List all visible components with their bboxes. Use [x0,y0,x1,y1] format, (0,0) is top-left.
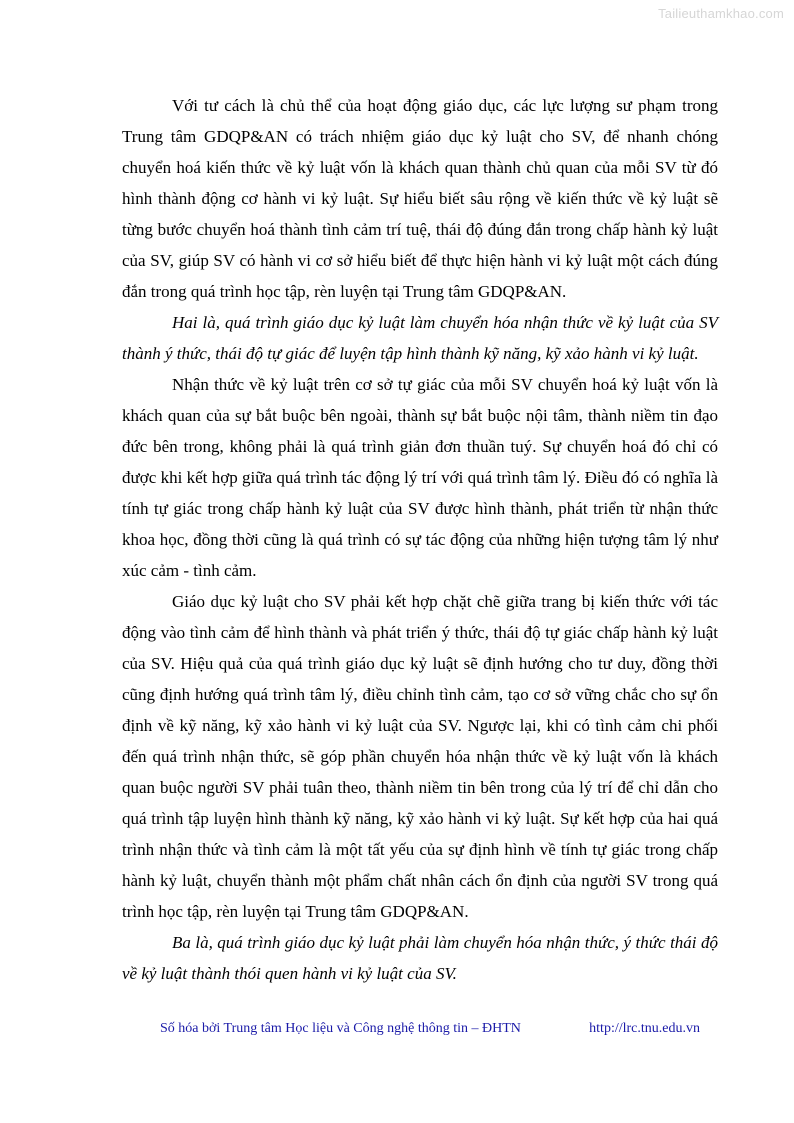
footer-url-link[interactable]: http://lrc.tnu.edu.vn [589,1021,700,1036]
paragraph-5-italic-heading: Ba là, quá trình giáo dục kỷ luật phải làm chuyển hóa nhận thức, ý thức thái độ về kỷ luật thành thói quen hành vi kỷ luật của SV. [122,933,718,983]
watermark-text: Tailieuthamkhao.com [658,6,784,21]
document-body [122,90,718,989]
page-footer [160,1021,700,1037]
paragraph-4: Giáo dục kỷ luật cho SV phải kết hợp chặt chẽ giữa trang bị kiến thức với tác động vào tình cảm để hình thành và phát triển ý thức, thái độ tự giác chấp hành kỷ luật của SV. Hiệu quả của quá trình giáo dục kỷ luật sẽ định hướng cho tư duy, đồng thời cũng định hướng quá trình tâm lý, điều chỉnh tình cảm, tạo cơ sở vững chắc cho sự ổn định về kỹ năng, kỹ xảo hành vi kỷ luật của SV. Ngược lại, khi có tình cảm chi phối đến quá trình nhận thức, sẽ góp phần chuyển hóa nhận thức về kỷ luật vốn là khách quan buộc người SV phải tuân theo, thành niềm tin bên trong của lý trí để chỉ dẫn cho quá trình tập luyện hình thành kỹ năng, kỹ xảo hành vi kỷ luật. Sự kết hợp của hai quá trình nhận thức và tình cảm là một tất yếu của sự định hình về tính tự giác trong chấp hành kỷ luật, chuyển thành một phẩm chất nhân cách ổn định của người SV trong quá trình học tập, rèn luyện tại Trung tâm GDQP&AN. [122,592,718,921]
footer-source-text: Số hóa bởi Trung tâm Học liệu và Công nghệ thông tin – ĐHTN [160,1021,521,1036]
paragraph-3: Nhận thức về kỷ luật trên cơ sở tự giác của mỗi SV chuyển hoá kỷ luật vốn là khách quan của sự bắt buộc bên ngoài, thành sự bắt buộc nội tâm, thành niềm tin đạo đức bên trong, không phải là quá trình giản đơn thuần tuý. Sự chuyển hoá đó chỉ có được khi kết hợp giữa quá trình tác động lý trí với quá trình tâm lý. Điều đó có nghĩa là tính tự giác trong chấp hành kỷ luật của SV được hình thành, phát triển từ nhận thức khoa học, đồng thời cũng là quá trình có sự tác động của những hiện tượng tâm lý như xúc cảm - tình cảm. [122,375,718,580]
paragraph-1: Với tư cách là chủ thể của hoạt động giáo dục, các lực lượng sư phạm trong Trung tâm GDQP&AN có trách nhiệm giáo dục kỷ luật cho SV, để nhanh chóng chuyển hoá kiến thức về kỷ luật vốn là khách quan thành chủ quan của mỗi SV từ đó hình thành động cơ hành vi kỷ luật. Sự hiểu biết sâu rộng về kiến thức về kỷ luật sẽ từng bước chuyển hoá thành tình cảm trí tuệ, thái độ đúng đắn trong chấp hành kỷ luật của SV, giúp SV có hành vi cơ sở hiểu biết để thực hiện hành vi kỷ luật một cách đúng đắn trong quá trình học tập, rèn luyện tại Trung tâm GDQP&AN. [122,96,718,301]
paragraph-2-italic-heading: Hai là, quá trình giáo dục kỷ luật làm chuyển hóa nhận thức về kỷ luật của SV thành ý thức, thái độ tự giác để luyện tập hình thành kỹ năng, kỹ xảo hành vi kỷ luật. [122,313,718,363]
